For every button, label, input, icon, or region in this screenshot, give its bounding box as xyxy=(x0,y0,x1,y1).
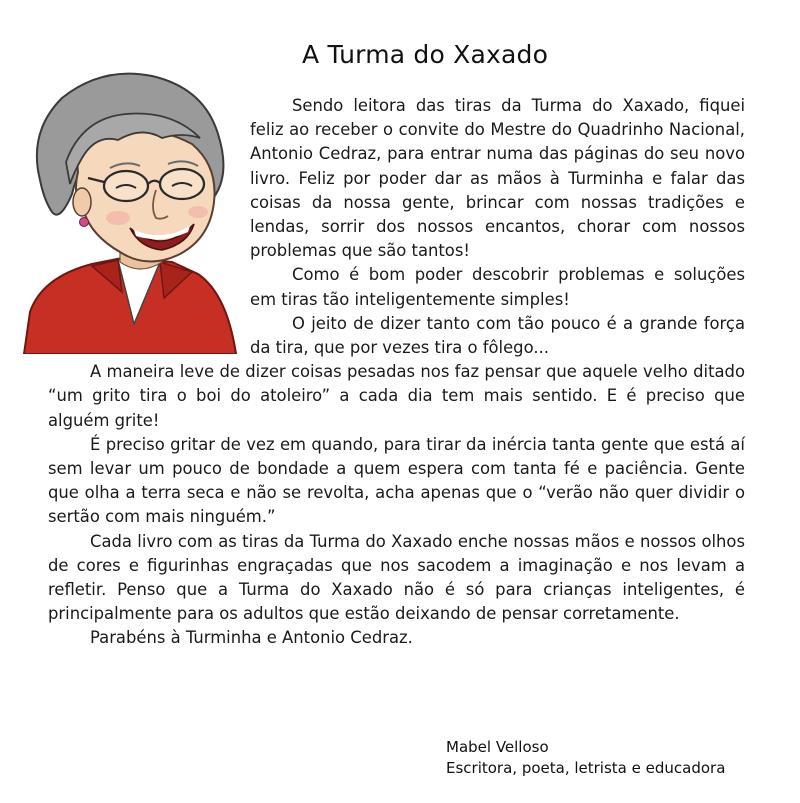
paragraph-6: Cada livro com as tiras da Turma do Xaxado enche nossas mãos e nossos olhos de cores e figurinhas engraçadas que nos sacodem a imaginação e nos levam a refletir. Penso que a Turma do Xaxado não é só para crianças inteligentes, é principalmente para os adultos que estão deixando de pensar corretamente. xyxy=(48,531,745,624)
signature-block xyxy=(446,737,725,779)
paragraph-1: Sendo leitora das tiras da Turma do Xaxado, fiquei feliz ao receber o convite do Mestre do Quadrinho Nacional, Antonio Cedraz, para entrar numa das páginas do seu novo livro. Feliz por poder dar as mãos à Turminha e falar das coisas da nossa gente, brincar com nossas tradições e lendas, sorrir dos nossos encantos, chorar com nossos problemas que são tantos! xyxy=(250,96,745,261)
paragraph-4: A maneira leve de dizer coisas pesadas nos faz pensar que aquele velho ditado “um grito tira o boi do atoleiro” a cada dia tem mais sentido. E é preciso que alguém grite! xyxy=(48,362,745,430)
portrait-spacer xyxy=(48,94,250,360)
paragraph-2: Como é bom poder descobrir problemas e soluções em tiras tão inteligentemente simples! xyxy=(250,265,745,309)
page-title: A Turma do Xaxado xyxy=(302,40,549,69)
signature-name: Mabel Velloso xyxy=(446,738,549,756)
paragraph-7: Parabéns à Turminha e Antonio Cedraz. xyxy=(90,628,413,648)
signature-role: Escritora, poeta, letrista e educadora xyxy=(446,759,726,777)
paragraph-5: É preciso gritar de vez em quando, para tirar da inércia tanta gente que está aí sem levar um pouco de bondade a quem espera com tanta fé e paciência. Gente que olha a terra seca e não se revolta, acha apenas que o “verão não quer dividir o sertão com mais ninguém.” xyxy=(48,434,745,527)
paragraph-3: O jeito de dizer tanto com tão pouco é a grande força da tira, que por vezes tira o fôlego... xyxy=(250,313,745,358)
article-body xyxy=(48,94,745,651)
